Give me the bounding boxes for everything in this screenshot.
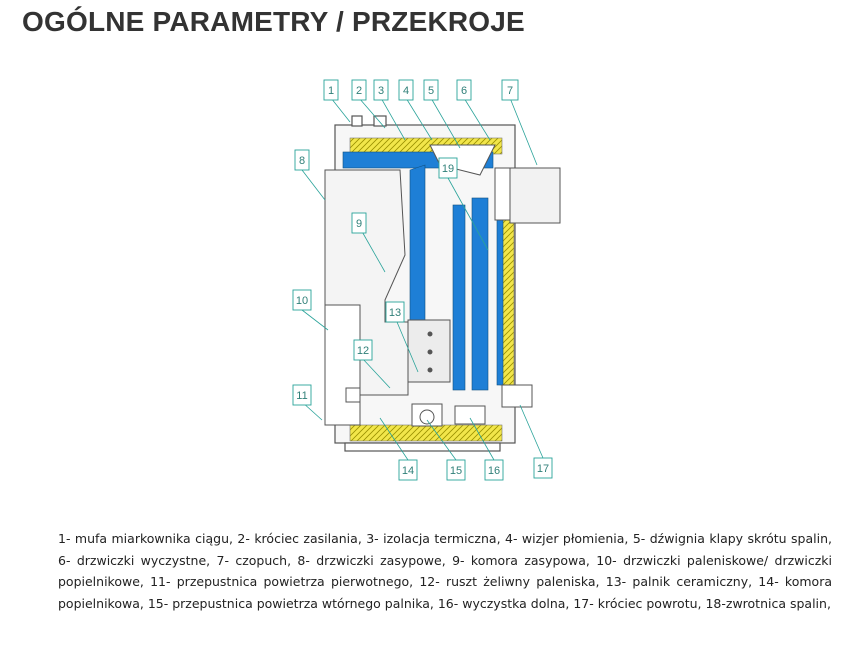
callout-15: 15 (449, 465, 463, 477)
callout-11: 11 (296, 390, 308, 402)
callout-19: 19 (441, 163, 455, 175)
callout-17: 17 (536, 463, 550, 475)
callout-8: 8 (298, 155, 306, 167)
callout-5: 5 (427, 85, 435, 97)
callout-13: 13 (388, 307, 402, 319)
callout-12: 12 (356, 345, 370, 357)
callout-7: 7 (506, 85, 514, 97)
callout-6: 6 (460, 85, 468, 97)
callout-16: 16 (487, 465, 501, 477)
legend-caption: 1- mufa miarkownika ciągu, 2- króciec zasilania, 3- izolacja termiczna, 4- wizjer płomienia, 5- dźwignia klapy skrótu spalin, 6- drzwiczki wyczystne, 7- czopuch, 8- drzwiczki zasypowe, 9- komora zasypowa, 10- drzwiczki paleniskowe/ drzwiczki popielnikowe, 11- przepustnica powietrza pierwotnego, 12- ruszt żeliwny paleniska, 13- palnik ceramiczny, 14- komora popielnikowa, 15- przepustnica powietrza wtórnego palnika, 16- wyczystka dolna, 17- króciec powrotu, 18-zwrotnica spalin, (58, 531, 832, 611)
callout-1: 1 (327, 85, 335, 97)
callout-10: 10 (295, 295, 309, 307)
callout-4: 4 (402, 85, 410, 97)
boiler-cross-section-diagram (280, 75, 580, 485)
callout-2: 2 (355, 85, 363, 97)
callout-14: 14 (401, 465, 415, 477)
callout-9: 9 (355, 218, 363, 230)
page-title: OGÓLNE PARAMETRY / PRZEKROJE (22, 6, 525, 37)
callout-3: 3 (377, 85, 385, 97)
